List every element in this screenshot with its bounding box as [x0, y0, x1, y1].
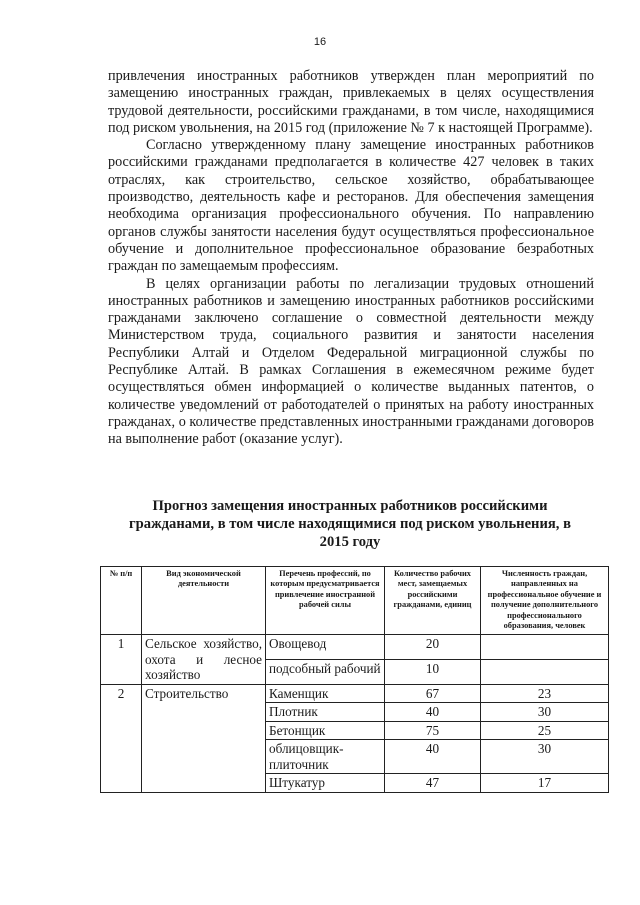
row-activity: Строительство [142, 684, 266, 792]
header-trained: Численность граждан, направленных на профессиональное обучение и получение дополнительного профессионального образования, человек [481, 567, 609, 635]
table-title: Прогноз замещения иностранных работников российскими гражданами, в том числе находящимися под риском увольнения, в 2015 году [129, 498, 571, 550]
header-num: № п/п [101, 567, 142, 635]
row-trained: 30 [481, 703, 609, 722]
row-jobs: 75 [385, 721, 481, 740]
body-text [108, 68, 594, 449]
row-profession: подсобный рабочий [266, 660, 385, 685]
forecast-table [100, 566, 609, 793]
row-num: 1 [101, 635, 142, 685]
row-trained [481, 635, 609, 660]
table-row [101, 684, 609, 703]
row-jobs: 40 [385, 703, 481, 722]
row-jobs: 10 [385, 660, 481, 685]
row-profession: Плотник [266, 703, 385, 722]
row-profession: Овощевод [266, 635, 385, 660]
header-activity: Вид экономической деятельности [142, 567, 266, 635]
row-activity: Сельское хозяйство, охота и лесное хозяйство [142, 635, 266, 685]
paragraph-replacement-plan: Согласно утвержденному плану замещение иностранных работников российскими гражданами предполагается в количестве 427 человек в таких отраслях, как строительство, сельское хозяйство, обрабатывающее производство, деятельность кафе и ресторанов. Для обеспечения замещения необходима организация профессионального обучения. По направлению органов службы занятости населения будут осуществляться профессиональное обучение и дополнительное профессиональное образование безработных граждан по замещаемым профессиям. [108, 137, 594, 275]
row-jobs: 40 [385, 740, 481, 774]
row-jobs: 67 [385, 684, 481, 703]
row-trained [481, 660, 609, 685]
header-jobs: Количество рабочих мест, замещаемых российскими гражданами, единиц [385, 567, 481, 635]
paragraph-agreement: В целях организации работы по легализации трудовых отношений иностранных работников и замещению иностранных работников российскими гражданами заключено соглашение о совместной деятельности между Министерством труда, социального развития и занятости населения Республики Алтай и Отделом Федеральной миграционной службы по Республике Алтай. В рамках Соглашения в ежемесячном режиме будет осуществляться обмен информацией о количестве выданных патентов, о количестве уведомлений от работодателей о принятых на работу иностранных гражданах, о количестве представленных иностранными гражданами договоров на выполнение работ (оказание услуг). [108, 275, 594, 448]
row-profession: Штукатур [266, 774, 385, 793]
row-trained: 23 [481, 684, 609, 703]
page-number: 16 [313, 36, 327, 48]
table-header-row [101, 567, 609, 635]
row-profession: Каменщик [266, 684, 385, 703]
row-trained: 30 [481, 740, 609, 774]
row-num: 2 [101, 684, 142, 792]
row-trained: 17 [481, 774, 609, 793]
header-profession: Перечень профессий, по которым предусматривается привлечение иностранной рабочей силы [266, 567, 385, 635]
row-jobs: 47 [385, 774, 481, 793]
row-jobs: 20 [385, 635, 481, 660]
table-row [101, 635, 609, 660]
row-profession: облицовщик-плиточник [266, 740, 385, 774]
row-profession: Бетонщик [266, 721, 385, 740]
row-trained: 25 [481, 721, 609, 740]
paragraph-continuation: привлечения иностранных работников утвержден план мероприятий по замещению иностранных граждан, привлекаемых в целях осуществления трудовой деятельности, российскими гражданами, в том числе, находящимися под риском увольнения, на 2015 год (приложение № 7 к настоящей Программе). [108, 68, 594, 136]
